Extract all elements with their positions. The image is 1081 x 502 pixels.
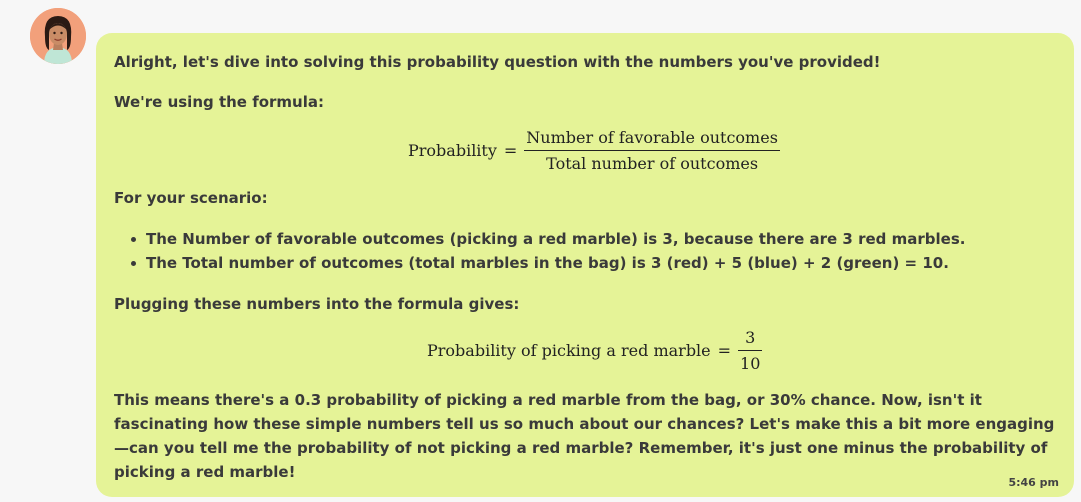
scenario-intro: For your scenario: xyxy=(114,189,268,207)
list-item: The Number of favorable outcomes (picking a red marble) is 3, because there are 3 red marbles. xyxy=(146,227,965,251)
plug-intro: Plugging these numbers into the formula gives: xyxy=(114,295,520,313)
user-avatar-icon xyxy=(30,8,86,64)
list-item: The Total number of outcomes (total marbles in the bag) is 3 (red) + 5 (blue) + 2 (green) = 10. xyxy=(146,251,965,275)
chat-message-bubble xyxy=(96,33,1074,497)
scenario-list xyxy=(146,227,965,275)
message-timestamp: 5:46 pm xyxy=(1008,476,1059,489)
red-marble-formula xyxy=(427,328,762,373)
formula-lhs: Probability of picking a red marble xyxy=(427,341,711,360)
formula-numerator: 3 xyxy=(745,328,756,347)
formula-equals: = xyxy=(717,341,732,360)
formula-fraction xyxy=(524,128,780,173)
avatar[interactable] xyxy=(30,8,86,64)
probability-formula xyxy=(408,128,780,173)
formula-intro: We're using the formula: xyxy=(114,93,324,111)
formula-numerator: Number of favorable outcomes xyxy=(526,128,778,147)
message-intro: Alright, let's dive into solving this probability question with the numbers you've provided! xyxy=(114,53,881,71)
message-conclusion: This means there's a 0.3 probability of picking a red marble from the bag, or 30% chance. Now, isn't it fascinating how these simple numbers tell us so much about our chances? Let's make this a bit more engaging—can you tell me the probability of not picking a red marble? Remember, it's just one minus the probability of picking a red marble! xyxy=(114,391,1055,481)
formula-denominator: 10 xyxy=(738,350,762,373)
formula-denominator: Total number of outcomes xyxy=(524,150,780,173)
formula-equals: = xyxy=(503,141,518,160)
formula-fraction xyxy=(738,328,762,373)
formula-lhs: Probability xyxy=(408,141,497,160)
